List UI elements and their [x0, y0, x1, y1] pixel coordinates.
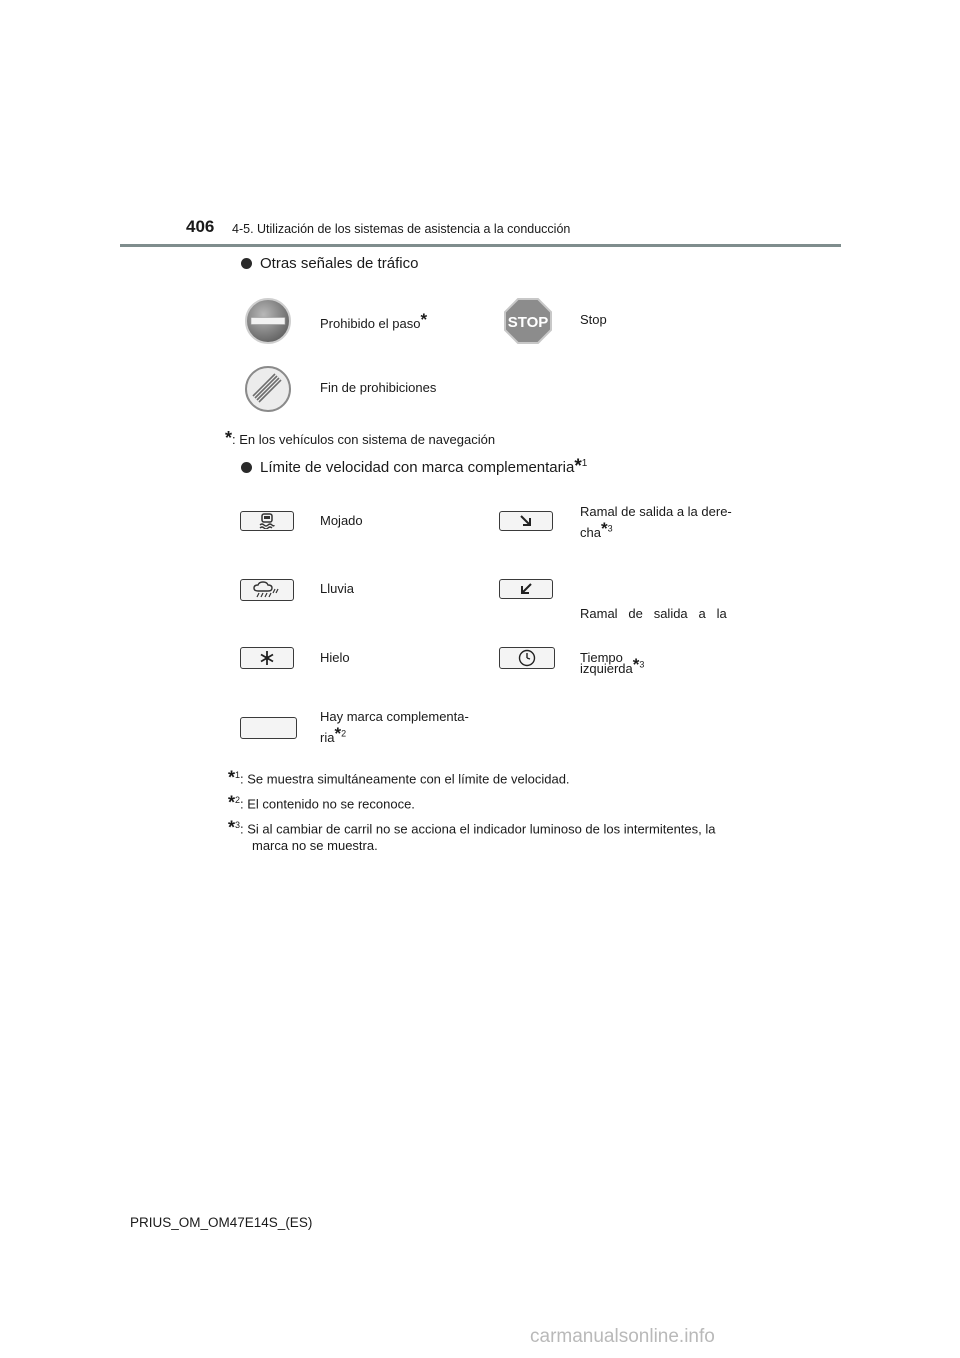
- label-stop: Stop: [580, 312, 607, 327]
- asterisk: *: [420, 310, 428, 329]
- exit-left-arrow-icon: [499, 579, 553, 599]
- note-2: *$^2$: El contenido no se reconoce.: [228, 792, 415, 813]
- asterisk: *: [574, 456, 582, 477]
- section-heading-speed-limit: Límite de velocidad con marca complementaria*$^1$: [241, 456, 587, 478]
- wet-road-icon: [240, 511, 294, 531]
- snowflake-icon: [240, 647, 294, 669]
- asterisk: *: [228, 792, 236, 813]
- label-exit-right: Ramal de salida a la dere- cha*$^3$: [580, 504, 732, 540]
- bullet-icon: [241, 258, 252, 269]
- asterisk: *: [632, 655, 640, 674]
- asterisk: *: [225, 428, 233, 448]
- label-unrecognized-mark: Hay marca complementa- ria*$^2$: [320, 709, 469, 745]
- footnote-navigation: *: En los vehículos con sistema de navegación: [225, 428, 496, 448]
- asterisk: *: [228, 767, 236, 788]
- header-rule: [120, 244, 841, 247]
- document-id: PRIUS_OM_OM47E14S_(ES): [130, 1215, 313, 1230]
- section-heading-other-signs: Otras señales de tráfico: [241, 255, 418, 272]
- bullet-icon: [241, 462, 252, 473]
- asterisk: *: [334, 724, 342, 743]
- end-of-restrictions-sign-icon: [244, 365, 292, 418]
- asterisk: *: [228, 817, 236, 838]
- label-ice: Hielo: [320, 650, 350, 665]
- stop-sign-text: STOP: [507, 314, 549, 331]
- clock-icon: [499, 647, 555, 669]
- label-end-of-restrictions: Fin de prohibiciones: [320, 380, 437, 395]
- asterisk: *: [600, 519, 608, 538]
- blank-sign-icon: [240, 717, 297, 739]
- label-no-entry: Prohibido el paso*: [320, 310, 428, 331]
- page-number: 406: [186, 217, 215, 236]
- watermark: carmanualsonline.info: [530, 1326, 715, 1347]
- label-time: Tiempo: [580, 650, 623, 665]
- exit-right-arrow-icon: [499, 511, 553, 531]
- stop-sign-icon: [503, 297, 553, 350]
- note-1: *$^1$: Se muestra simultáneamente con el límite de velocidad.: [228, 767, 570, 788]
- label-wet: Mojado: [320, 513, 363, 528]
- rain-cloud-icon: [240, 579, 294, 601]
- no-entry-sign-icon: [244, 297, 292, 350]
- label-rain: Lluvia: [320, 581, 354, 596]
- note-3: *$^3$: Si al cambiar de carril no se acciona el indicador luminoso de los intermitentes, la marca no se muestra.: [228, 817, 716, 854]
- label-exit-left: Ramal de salida a la izquierda*$^3$: [580, 606, 727, 676]
- section-title: 4-5. Utilización de los sistemas de asistencia a la conducción: [232, 222, 571, 236]
